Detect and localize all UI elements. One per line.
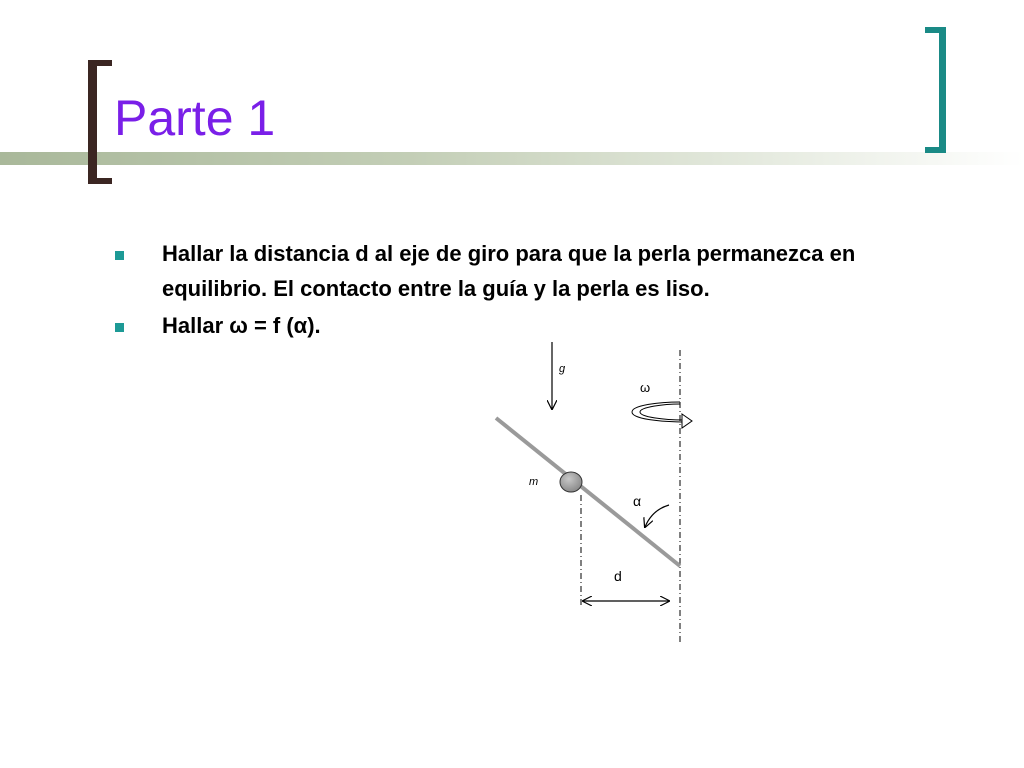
angle-label: α — [633, 493, 642, 509]
gravity-label: g — [559, 363, 566, 375]
bead — [560, 472, 582, 492]
rotation-arrow-head — [682, 414, 692, 428]
bullet-text: Hallar la distancia d al eje de giro para que la perla permanezca en equilibrio. El contacto entre la guía y la perla es liso. — [162, 241, 856, 301]
bullet-text: Hallar ω = f (α). — [162, 313, 321, 338]
guide-rod — [496, 418, 680, 566]
angle-arc — [645, 505, 669, 527]
omega-label: ω — [640, 380, 651, 395]
distance-label: d — [614, 568, 622, 584]
mass-label: m — [529, 476, 539, 488]
slide-title: Parte 1 — [114, 90, 276, 146]
